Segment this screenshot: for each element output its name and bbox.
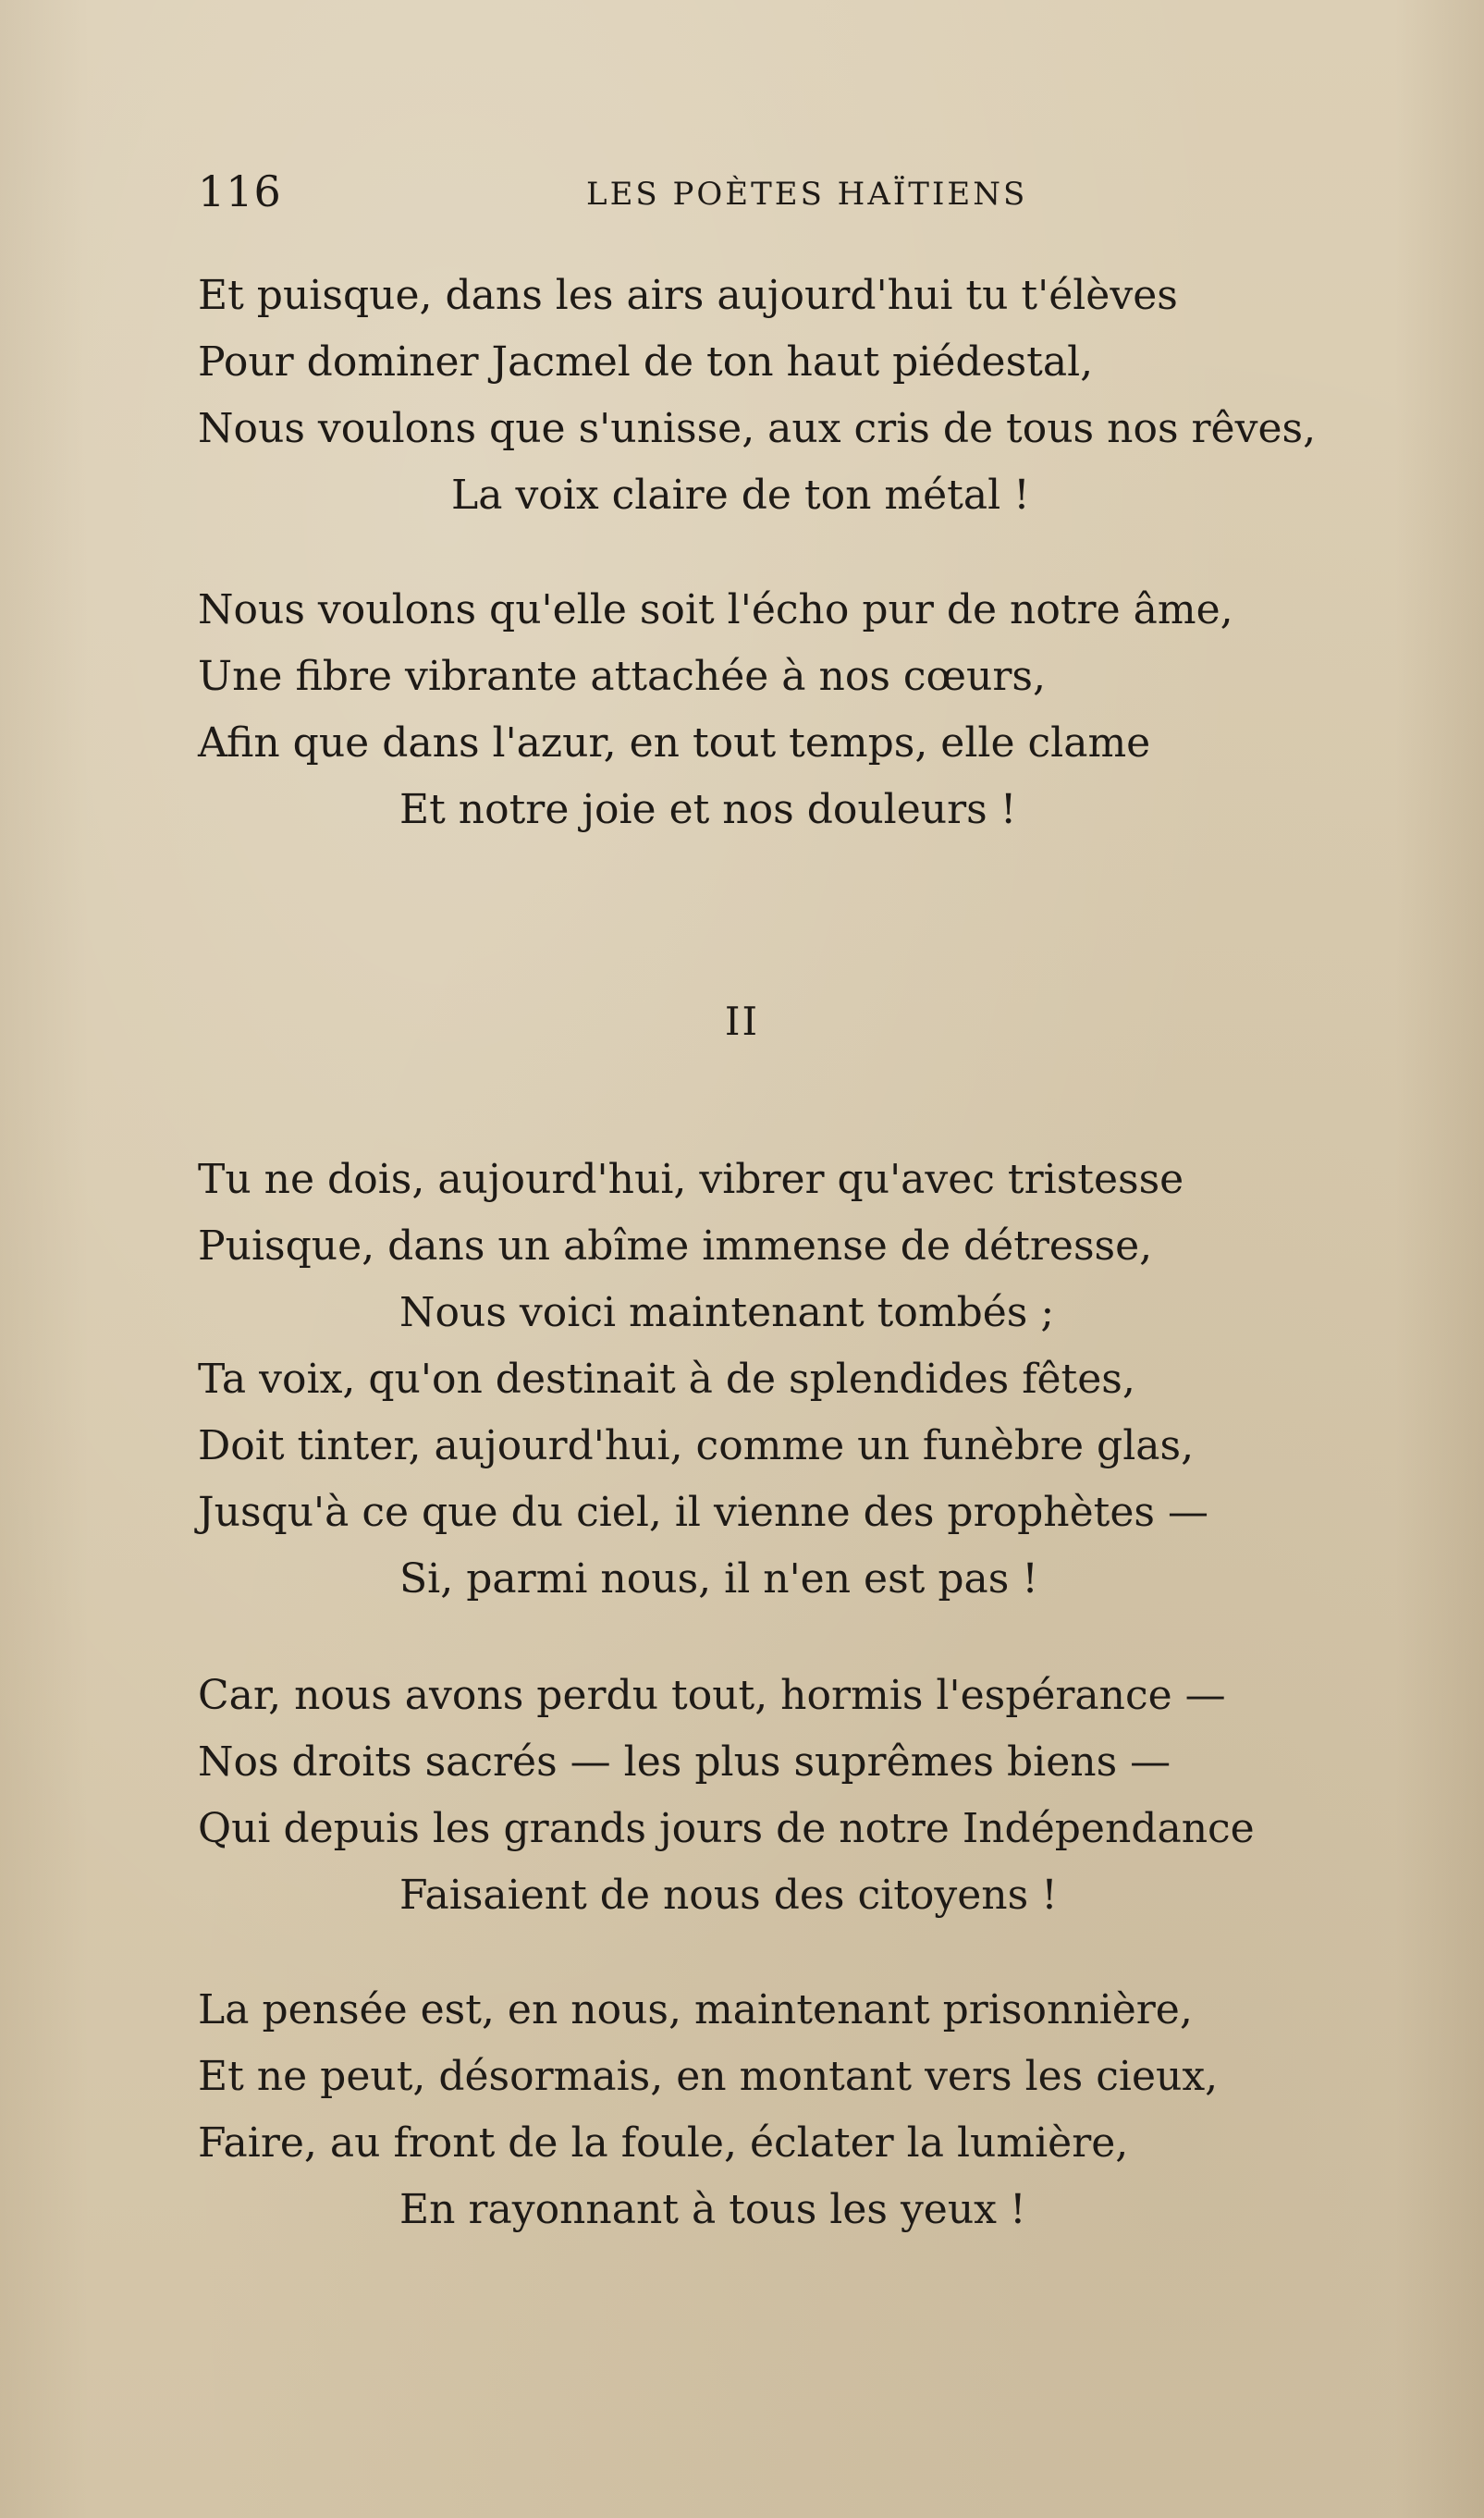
verse-line: Doit tinter, aujourd'hui, comme un funèbre glas, [198,1422,1195,1469]
stanza-1 [198,263,1428,529]
verse-line: Faisaient de nous des citoyens ! [399,1872,1058,1919]
stanza-5 [198,1977,1428,2243]
page-header [0,166,1484,222]
verse-line: Car, nous avons perdu tout, hormis l'espérance — [198,1672,1226,1719]
stanza-4 [198,1663,1428,1929]
verse-line: Ta voix, qu'on destinait à de splendides fêtes, [198,1356,1135,1403]
verse-line: Et puisque, dans les airs aujourd'hui tu t'élèves [198,272,1178,319]
verse-line: Et ne peut, désormais, en montant vers les cieux, [198,2053,1219,2100]
verse-line: La voix claire de ton métal ! [451,472,1030,519]
verse-line: Afin que dans l'azur, en tout temps, elle clame [198,719,1151,767]
verse-line: Nous voulons qu'elle soit l'écho pur de notre âme, [198,586,1233,633]
verse-line: Puisque, dans un abîme immense de détresse, [198,1222,1153,1270]
stanza-2 [198,577,1428,843]
verse-line: Qui depuis les grands jours de notre Indépendance [198,1805,1255,1852]
verse-line: Nos droits sacrés — les plus suprêmes biens — [198,1738,1171,1786]
verse-line: Et notre joie et nos douleurs ! [399,786,1017,833]
verse-line: Tu ne dois, aujourd'hui, vibrer qu'avec tristesse [198,1156,1184,1203]
verse-line: Une fibre vibrante attachée à nos cœurs, [198,653,1046,700]
verse-line: Nous voulons que s'unisse, aux cris de tous nos rêves, [198,405,1317,452]
verse-line: Pour dominer Jacmel de ton haut piédestal, [198,338,1094,386]
section-numeral: II [724,999,760,1044]
verse-line: La pensée est, en nous, maintenant prisonnière, [198,1986,1193,2033]
verse-line: Faire, au front de la foule, éclater la lumière, [198,2119,1129,2167]
running-title: LES POÈTES HAÏTIENS [586,176,1028,213]
verse-line: Jusqu'à ce que du ciel, il vienne des prophètes — [198,1489,1208,1536]
stanza-3 [198,1147,1428,1613]
verse-line: Nous voici maintenant tombés ; [399,1289,1055,1336]
page-number: 116 [198,166,282,216]
verse-line: En rayonnant à tous les yeux ! [399,2186,1026,2233]
verse-line: Si, parmi nous, il n'en est pas ! [399,1555,1038,1603]
